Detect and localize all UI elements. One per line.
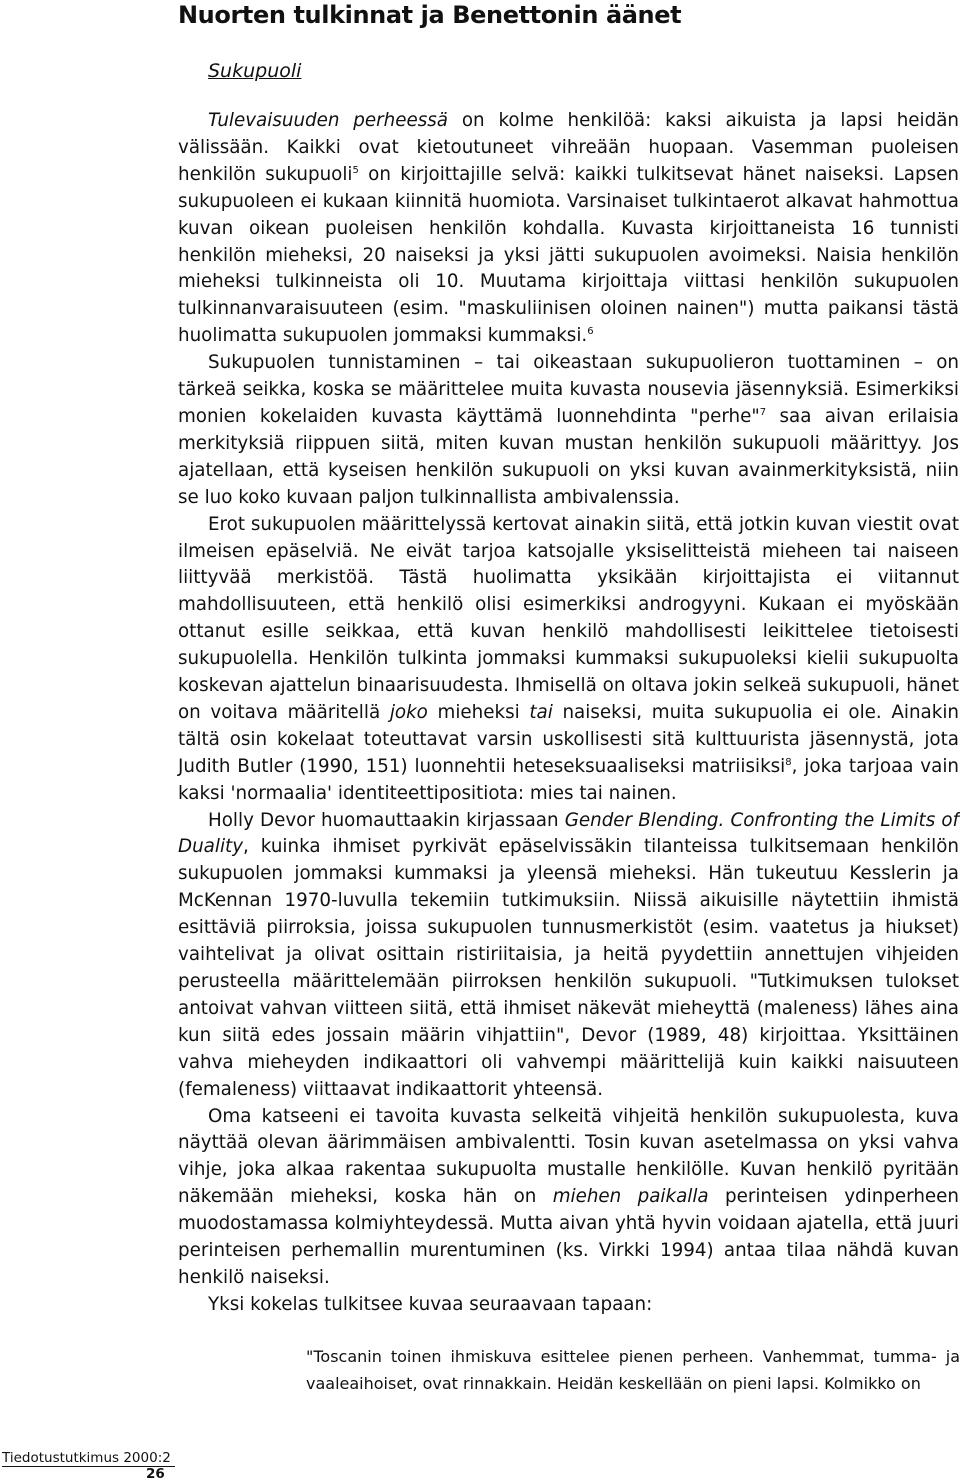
- text-span: saa aivan erilaisia merkityksiä riippuen siitä, miten kuvan mustan henkilön sukupuoli määrittyy. Jos ajatellaan, että kyseisen henkilön sukupuoli on yksi kuvan avainmerkityksistä, niin se luo koko kuvaan paljon tulkinnallista ambivalenssia.: [178, 405, 959, 508]
- text-span: Sukupuolen tunnistaminen – tai oikeastaan sukupuolieron tuottaminen – on tärkeä seikka, koska se määrittelee muita kuvasta nousevia jäsennyksiä. Esimerkiksi monien kokelaiden kuvasta käyttämä luonnehdinta "perhe": [178, 352, 959, 427]
- section-title: Sukupuoli: [208, 60, 302, 82]
- text-span: mieheksi: [427, 701, 530, 723]
- footer-source: Tiedotustutkimus 2000:2: [2, 1450, 175, 1467]
- text-span: perinteisen ydinperheen muodostamassa kolmiyhteydessä. Mutta aivan yhtä hyvin voidaan ajatella, että juuri perinteisen perhemallin murentuminen (ks. Virkki 1994) antaa tilaa nähdä kuvan henkilö naiseksi.: [178, 1186, 960, 1288]
- paragraph-4: [178, 808, 959, 1104]
- paragraph-2: [178, 350, 959, 511]
- paragraph-6: Yksi kokelas tulkitsee kuvaa seuraavaan tapaan:: [208, 1293, 653, 1315]
- text-span: Erot sukupuolen määrittelyssä kertovat ainakin siitä, että jotkin kuvan viestit ovat ilmeisen epäselviä. Ne eivät tarjoa katsojalle yksiselitteistä mieheen tai naiseen liittyvää merkistöä. Tästä huolimatta yksikään kirjoittajista ei viitannut mahdollisuuteen, että henkilö olisi esimerkiksi androgyyni. Kukaan ei myöskään ottanut esille seikkaa, että kuvan henkilö mahdollisesti leikittelee tietoisesti sukupuolella. Henkilön tulkinta jommaksi kummaksi sukupuoleksi kielii sukupuolta koskevan ajattelun binaarisuudesta. Ihmisellä on oltava jokin selkeä sukupuoli, hänet on voitava määritellä: [178, 513, 959, 723]
- emphasis: joko: [389, 701, 428, 723]
- footnote-ref-8: 8: [785, 756, 792, 768]
- footnote-ref-7: 7: [759, 406, 767, 418]
- text-span: naiseksi, muita sukupuolia ei ole. Ainakin tältä osin kokelaat toteuttavat varsin uskollisesti sitä kulttuurista jäsennystä, jota Judith Butler (1990, 151) luonnehtii heteseksuaaliseksi matriisiksi: [178, 701, 960, 777]
- block-quote: "Toscanin toinen ihmiskuva esittelee pienen perheen. Vanhemmat, tumma- ja vaaleaihoiset, ovat rinnakkain. Heidän keskellään on pieni lapsi. Kolmikko on: [306, 1347, 960, 1393]
- emphasis: Tulevaisuuden perheessä: [208, 110, 449, 131]
- paragraph-3: [178, 512, 959, 808]
- text-span: , kuinka ihmiset pyrkivät epäselvissäkin tilanteissa tulkitsemaan henkilön sukupuolen jommaksi kummaksi ja yleensä mieheksi. Hän tukeutuu Kesslerin ja McKennan 1970-luvulla tekemiin tutkimuksiin. Niissä aikuisille näytettiin ihmistä esittäviä piirroksia, joissa sukupuolen tunnusmerkistöt (esim. vaatetus ja hiukset) vaihtelivat ja olivat osittain ristiriitaisia, ja heitä pyydettiin annettujen vihjeiden perusteella määrittelemään piirroksen henkilön sukupuoli. "Tutkimuksen tulokset antoivat vahvan viitteen siitä, että ihmiset näkevät mieheyttä (maleness) lähes aina kun siitä edes jossain määrin vihjattiin", Devor (1989, 48) kirjoittaa. Yksittäinen vahva mieheyden indikaattori oli vahvempi määrittelijä kuin kaikki naisuuteen (femaleness) viittaavat indikaattorit yhteensä.: [178, 836, 959, 1100]
- text-span: Holly Devor huomauttaakin kirjassaan: [208, 809, 565, 831]
- text-span: on kolme henkilöä: kaksi aikuista ja lapsi heidän välissään. Kaikki ovat kietoutuneet vihreään huopaan. Vasemman puoleisen henkilön sukupuoli: [178, 110, 959, 185]
- footnote-ref-6: 6: [587, 326, 594, 338]
- paragraph-5: [178, 1104, 959, 1292]
- emphasis: tai: [529, 701, 553, 723]
- text-span: on kirjoittajille selvä: kaikki tulkitsevat hänet naiseksi. Lapsen sukupuoleen ei kukaan kiinnitä huomiota. Varsinaiset tulkintaerot alkavat hahmottua kuvan oikean puoleisen henkilön kohdalla. Kuvasta kirjoittaneista 16 tunnisti henkilön mieheksi, 20 naiseksi ja yksi jätti sukupuolen avoimeksi. Naisia henkilön mieheksi tulkinneista oli 10. Muutama kirjoittaja viittasi henkilön sukupuolen tulkinnanvaraisuuteen (esim. "maskuliinisen oloinen nainen") mutta paikansi tästä huolimatta sukupuolen jommaksi kummaksi.: [178, 163, 959, 347]
- paragraph-1: [178, 108, 959, 350]
- footnote-ref-5: 5: [352, 164, 359, 176]
- book-title: Gender Blending. Confronting the Limits of Duality: [178, 809, 959, 858]
- body-text: [178, 108, 959, 1319]
- running-header: Nuorten tulkinnat ja Benettonin äänet: [178, 1, 682, 29]
- text-span: Oma katseeni ei tavoita kuvasta selkeitä vihjeitä henkilön sukupuolesta, kuva näyttää olevan äärimmäisen ambivalentti. Tosin kuvan asetelmassa on yksi vahva vihje, joka alkaa rakentaa sukupuolta mustalle henkilölle. Kuvan henkilö pyritään näkemään mieheksi, koska hän on: [178, 1105, 959, 1208]
- text-span: , joka tarjoaa vain kaksi 'normaalia' identiteettipositiota: mies tai nainen.: [178, 755, 959, 804]
- page-number: 26: [146, 1466, 165, 1482]
- emphasis: miehen paikalla: [552, 1186, 709, 1208]
